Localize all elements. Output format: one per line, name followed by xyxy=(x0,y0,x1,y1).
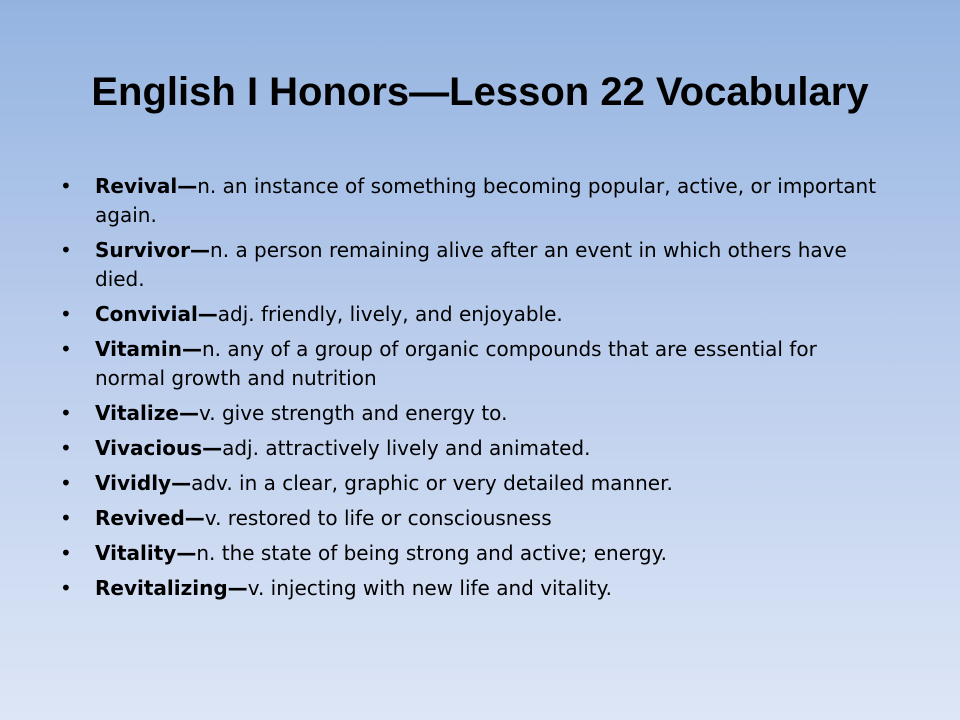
vocab-term: Vivacious— xyxy=(95,436,223,460)
vocab-item-vitality xyxy=(0,539,920,568)
bullet-icon: • xyxy=(60,302,72,326)
bullet-icon: • xyxy=(60,401,72,425)
vocab-term: Convivial— xyxy=(95,302,218,326)
vocab-definition: v. restored to life or consciousness xyxy=(204,506,552,530)
vocab-item-vitalize xyxy=(0,399,920,428)
vocab-list xyxy=(0,172,960,609)
bullet-icon: • xyxy=(60,337,72,361)
vocab-item-survivor xyxy=(0,236,920,294)
vocab-term: Survivor— xyxy=(95,238,211,262)
bullet-icon: • xyxy=(60,471,72,495)
vocab-item-vivacious xyxy=(0,434,920,463)
slide-title: English I Honors—Lesson 22 Vocabulary xyxy=(91,70,869,114)
vocab-definition: n. any of a group of organic compounds that are essential for normal growth and nutrition xyxy=(95,337,817,390)
vocab-item-vividly xyxy=(0,469,920,498)
vocab-item-revitalizing xyxy=(0,574,920,603)
vocab-definition: n. an instance of something becoming popular, active, or important again. xyxy=(95,174,877,227)
vocab-item-convivial xyxy=(0,300,920,329)
bullet-icon: • xyxy=(60,576,72,600)
vocab-item-revived xyxy=(0,504,920,533)
vocab-item-revival xyxy=(0,172,920,230)
vocab-term: Vitality— xyxy=(95,541,197,565)
vocab-term: Vitamin— xyxy=(95,337,202,361)
vocab-term: Revival— xyxy=(95,174,198,198)
vocab-definition: n. the state of being strong and active; energy. xyxy=(196,541,667,565)
vocab-definition: v. injecting with new life and vitality. xyxy=(247,576,612,600)
vocab-term: Vitalize— xyxy=(95,401,199,425)
vocab-term: Revitalizing— xyxy=(95,576,248,600)
vocab-definition: n. a person remaining alive after an event in which others have died. xyxy=(95,238,847,291)
vocab-definition: adj. attractively lively and animated. xyxy=(222,436,591,460)
bullet-icon: • xyxy=(60,541,72,565)
vocab-definition: adv. in a clear, graphic or very detailed manner. xyxy=(191,471,673,495)
bullet-icon: • xyxy=(60,436,72,460)
bullet-icon: • xyxy=(60,506,72,530)
bullet-icon: • xyxy=(60,238,72,262)
vocab-definition: adj. friendly, lively, and enjoyable. xyxy=(217,302,563,326)
vocab-item-vitamin xyxy=(0,335,920,393)
bullet-icon: • xyxy=(60,174,72,198)
vocab-term: Revived— xyxy=(95,506,205,530)
vocab-term: Vividly— xyxy=(95,471,192,495)
vocab-definition: v. give strength and energy to. xyxy=(198,401,508,425)
